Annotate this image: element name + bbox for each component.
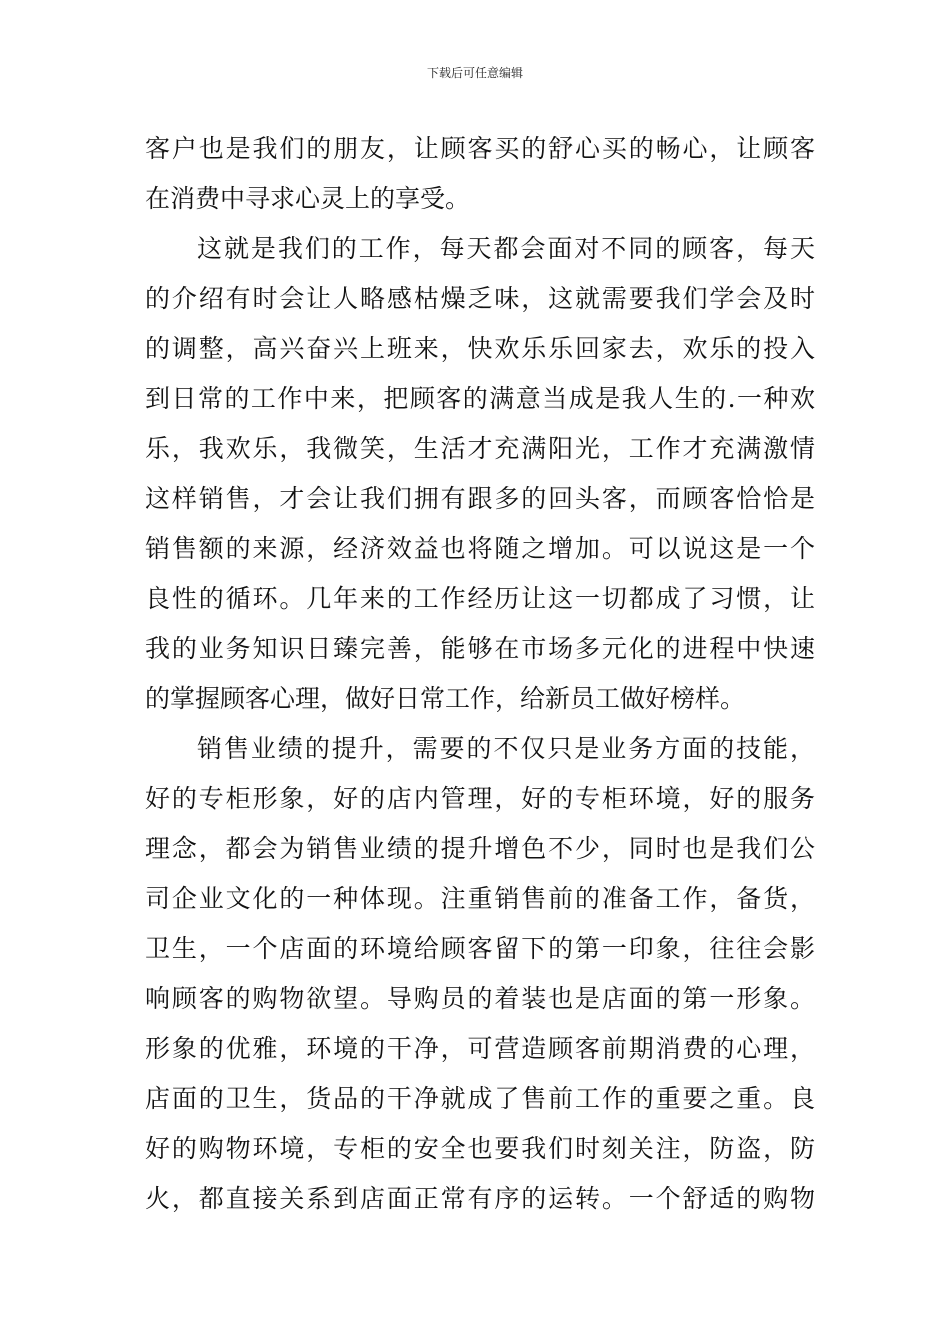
text-line: 销售额的来源，经济效益也将随之增加。可以说这是一个 xyxy=(145,534,815,563)
text-line: 的介绍有时会让人略感枯燥乏味，这就需要我们学会及时 xyxy=(145,284,815,313)
text-line: 司企业文化的一种体现。注重销售前的准备工作，备货， xyxy=(145,884,815,913)
text-line: 好的购物环境，专柜的安全也要我们时刻关注，防盗，防 xyxy=(145,1134,815,1163)
text-line: 火，都直接关系到店面正常有序的运转。一个舒适的购物 xyxy=(145,1184,815,1213)
page-header: 下载后可任意编辑 xyxy=(426,66,523,80)
text-line: 的调整，高兴奋兴上班来，快欢乐乐回家去，欢乐的投入 xyxy=(145,334,815,363)
text-line: 响顾客的购物欲望。导购员的着装也是店面的第一形象。 xyxy=(145,984,815,1013)
text-line: 我的业务知识日臻完善，能够在市场多元化的进程中快速 xyxy=(145,634,815,663)
text-line: 形象的优雅，环境的干净，可营造顾客前期消费的心理， xyxy=(145,1034,815,1063)
text-line: 理念，都会为销售业绩的提升增色不少，同时也是我们公 xyxy=(145,834,815,863)
text-line: 好的专柜形象，好的店内管理，好的专柜环境，好的服务 xyxy=(145,784,815,813)
text-line: 卫生，一个店面的环境给顾客留下的第一印象，往往会影 xyxy=(145,934,815,963)
text-line: 店面的卫生，货品的干净就成了售前工作的重要之重。良 xyxy=(145,1084,815,1113)
paragraph xyxy=(145,724,815,1224)
text-line: 这样销售，才会让我们拥有跟多的回头客，而顾客恰恰是 xyxy=(145,484,815,513)
text-line: 销售业绩的提升，需要的不仅只是业务方面的技能， xyxy=(197,734,815,763)
text-line: 良性的循环。几年来的工作经历让这一切都成了习惯，让 xyxy=(145,584,815,613)
text-line: 这就是我们的工作，每天都会面对不同的顾客，每天 xyxy=(197,234,815,263)
text-line: 到日常的工作中来，把顾客的满意当成是我人生的.一种欢 xyxy=(145,384,815,413)
document-body xyxy=(145,124,815,1224)
text-line: 的掌握顾客心理，做好日常工作，给新员工做好榜样。 xyxy=(145,684,746,713)
text-line: 客户也是我们的朋友，让顾客买的舒心买的畅心，让顾客 xyxy=(145,134,815,163)
text-line: 乐，我欢乐，我微笑，生活才充满阳光，工作才充满激情 xyxy=(145,434,815,463)
text-line: 在消费中寻求心灵上的享受。 xyxy=(145,184,471,213)
paragraph xyxy=(145,124,815,224)
paragraph xyxy=(145,224,815,724)
